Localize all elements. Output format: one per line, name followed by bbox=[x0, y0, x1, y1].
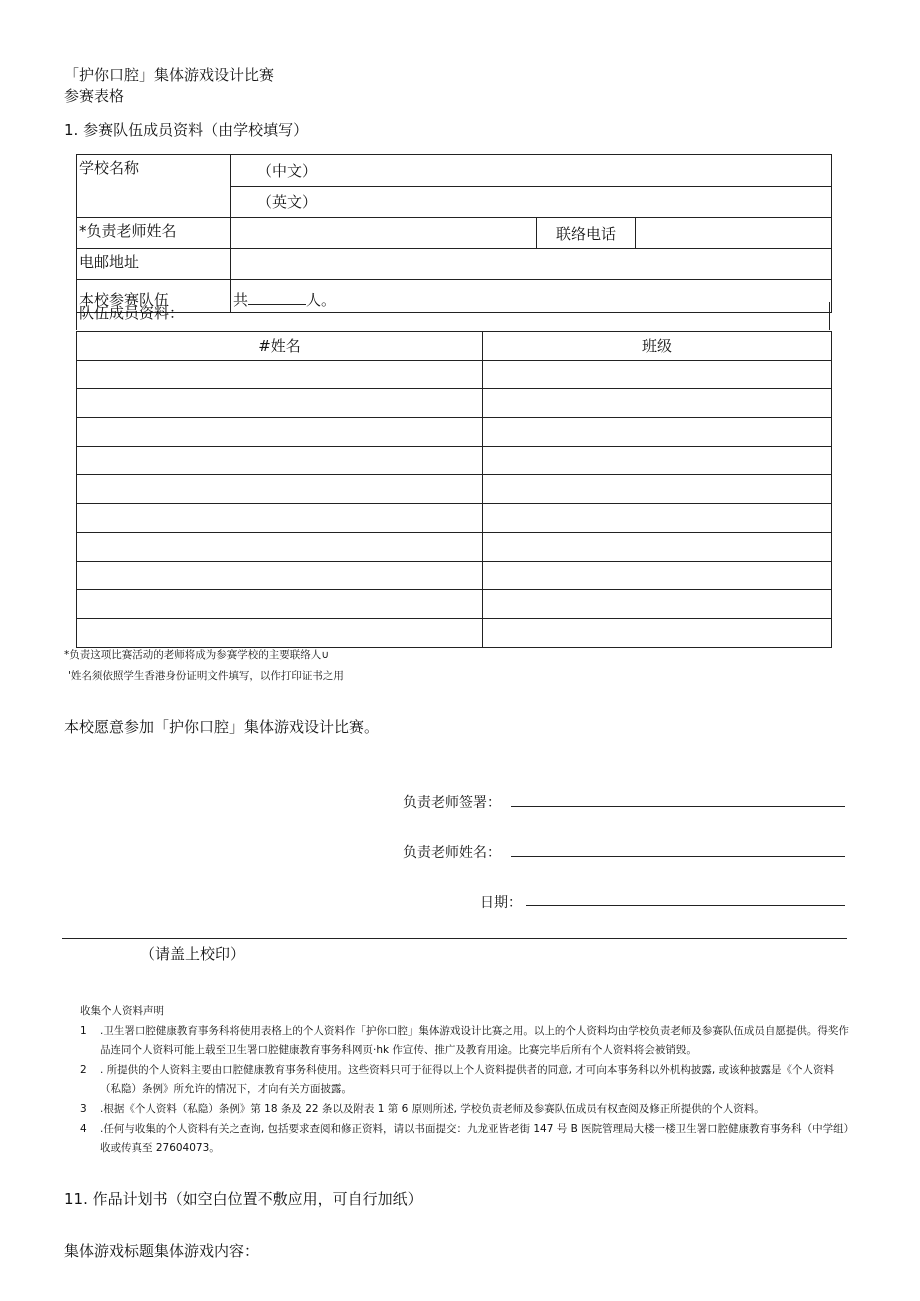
privacy-item-text: .卫生署口腔健康教育事务科将使用表格上的个人资料作「护你口腔」集体游戏设计比赛之用。以上的个人资料均由学校负责老师及参赛队伍成员自愿提供。得奖作品连同个人资料可能上载至卫生署口腔健康教育事务科网页·hk 作宣传、推广及教育用途。比赛完毕后所有个人资料将会被销毁。 bbox=[100, 1025, 849, 1056]
school-name-english-field[interactable] bbox=[231, 186, 832, 218]
table-row bbox=[77, 446, 832, 475]
members-label-row bbox=[76, 302, 830, 330]
english-label: （英文） bbox=[257, 193, 318, 212]
footnote-teacher: *负责这项比赛活动的老师将成为参赛学校的主要联络人∪ bbox=[64, 649, 329, 661]
table-row bbox=[77, 475, 832, 504]
list-item bbox=[80, 1061, 850, 1099]
members-label: 队伍成员资料： bbox=[79, 304, 185, 322]
list-item bbox=[80, 1022, 850, 1060]
school-name-chinese-field[interactable] bbox=[231, 155, 832, 187]
col-class-header: 班级 bbox=[483, 332, 832, 361]
signature-label: 负责老师签署： bbox=[403, 795, 501, 811]
phone-field[interactable] bbox=[636, 218, 832, 249]
privacy-item-number: 2 bbox=[80, 1064, 87, 1076]
member-name-cell[interactable] bbox=[77, 561, 483, 590]
table-row bbox=[77, 618, 832, 647]
member-name-cell[interactable] bbox=[77, 618, 483, 647]
member-name-cell[interactable] bbox=[77, 504, 483, 533]
member-class-cell[interactable] bbox=[483, 360, 832, 389]
signature-line[interactable] bbox=[511, 806, 845, 807]
member-class-cell[interactable] bbox=[483, 532, 832, 561]
section2-heading: 11. 作品计划书（如空白位置不敷应用，可自行加纸） bbox=[64, 1190, 423, 1208]
col-name-header: #姓名 bbox=[77, 332, 483, 361]
declaration-text: 本校愿意参加「护你口腔」集体游戏设计比赛。 bbox=[64, 718, 380, 736]
email-field[interactable] bbox=[231, 249, 832, 280]
member-name-cell[interactable] bbox=[77, 590, 483, 619]
table-row bbox=[77, 418, 832, 447]
school-info-table bbox=[76, 154, 832, 313]
teacher-name-sign-label: 负责老师姓名： bbox=[403, 845, 501, 861]
teacher-name-field[interactable] bbox=[231, 218, 537, 249]
member-name-cell[interactable] bbox=[77, 389, 483, 418]
team-count-prefix: 共 bbox=[233, 291, 249, 309]
list-item bbox=[80, 1120, 850, 1158]
game-content-label: 集体游戏标题集体游戏内容： bbox=[64, 1242, 260, 1260]
member-class-cell[interactable] bbox=[483, 561, 832, 590]
list-item bbox=[80, 1100, 850, 1119]
member-class-cell[interactable] bbox=[483, 504, 832, 533]
footnote-name: '姓名须依照学生香港身份证明文件填写，以作打印证书之用 bbox=[68, 670, 344, 682]
member-class-cell[interactable] bbox=[483, 618, 832, 647]
table-row bbox=[77, 389, 832, 418]
privacy-title: 收集个人资料声明 bbox=[80, 1005, 164, 1017]
member-class-cell[interactable] bbox=[483, 475, 832, 504]
privacy-list bbox=[80, 1022, 850, 1158]
teacher-name-label: *负责老师姓名 bbox=[77, 218, 231, 249]
email-label: 电邮地址 bbox=[77, 249, 231, 280]
member-class-cell[interactable] bbox=[483, 446, 832, 475]
member-class-cell[interactable] bbox=[483, 418, 832, 447]
team-label: 本校参赛队伍 bbox=[77, 280, 231, 313]
member-class-cell[interactable] bbox=[483, 590, 832, 619]
member-name-cell[interactable] bbox=[77, 475, 483, 504]
phone-label: 联络电话 bbox=[537, 218, 636, 249]
school-name-label: 学校名称 bbox=[77, 155, 231, 218]
privacy-item-number: 4 bbox=[80, 1123, 87, 1135]
table-row bbox=[77, 532, 832, 561]
privacy-item-number: 1 bbox=[80, 1025, 87, 1037]
stamp-text: （请盖上校印） bbox=[140, 945, 246, 963]
table-row bbox=[77, 561, 832, 590]
table-row bbox=[77, 360, 832, 389]
privacy-item-number: 3 bbox=[80, 1103, 87, 1115]
member-class-cell[interactable] bbox=[483, 389, 832, 418]
members-table bbox=[76, 331, 832, 648]
table-row bbox=[77, 590, 832, 619]
privacy-item-text: .根据《个人资料（私隐）条例》第 18 条及 22 条以及附表 1 第 6 原则所述, 学校负责老师及参赛队伍成员有权查阅及修正所提供的个人资料。 bbox=[100, 1103, 765, 1115]
form-subtitle: 参赛表格 bbox=[64, 87, 125, 105]
member-name-cell[interactable] bbox=[77, 532, 483, 561]
form-title: 「护你口腔」集体游戏设计比赛 bbox=[64, 66, 275, 84]
date-line[interactable] bbox=[526, 905, 845, 906]
privacy-item-text: . 所提供的个人资料主要由口腔健康教育事务科使用。这些资料只可于征得以上个人资料提供者的同意, 才可向本事务科以外机构披露, 或该种披露是《个人资料（私隐）条例》所允许的情况下，才向有关方面披露。 bbox=[100, 1064, 835, 1095]
privacy-item-text: .任何与收集的个人资料有关之查询, 包括要求查阅和修正资料，请以书面提交：九龙亚皆老街 147 号 B 医院管理局大楼一楼卫生署口腔健康教育事务科（中学组）收或传真至 27604073。 bbox=[100, 1123, 849, 1154]
member-name-cell[interactable] bbox=[77, 446, 483, 475]
table-row bbox=[77, 504, 832, 533]
team-count-suffix: 人。 bbox=[306, 291, 337, 309]
stamp-divider bbox=[62, 938, 847, 939]
section1-heading: 1. 参赛队伍成员资料（由学校填写） bbox=[64, 121, 309, 139]
member-name-cell[interactable] bbox=[77, 418, 483, 447]
date-label: 日期： bbox=[480, 895, 522, 911]
member-name-cell[interactable] bbox=[77, 360, 483, 389]
teacher-name-sign-line[interactable] bbox=[511, 856, 845, 857]
chinese-label: （中文） bbox=[257, 161, 318, 180]
